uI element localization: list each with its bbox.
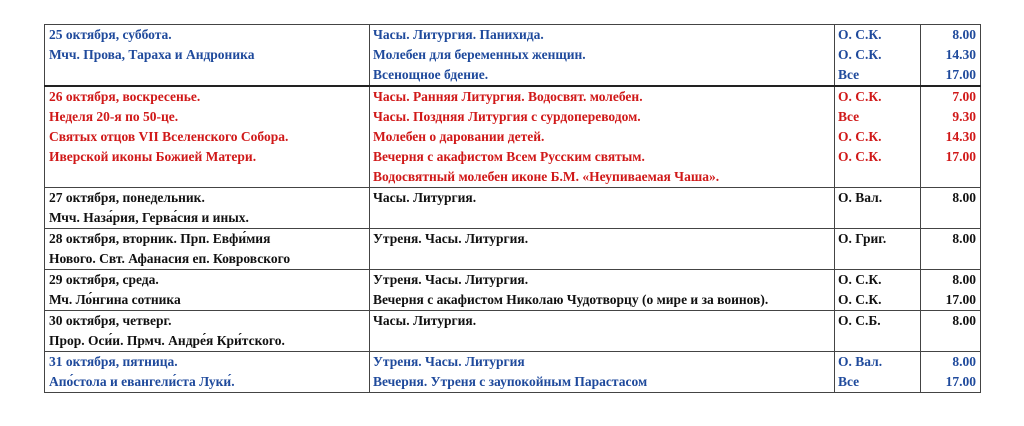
time-cell <box>921 270 981 311</box>
service-time <box>924 167 976 187</box>
service-name: Вечерня с акафистом Всем Русским святым. <box>373 149 645 164</box>
day-commemoration: Мчч. Прова, Тараха и Андроника <box>49 47 255 62</box>
service-name: Часы. Ранняя Литургия. Водосвят. молебен. <box>373 89 643 104</box>
day-row <box>45 86 981 188</box>
service-priest: О. С.К. <box>838 47 882 62</box>
service-name: Утреня. Часы. Литургия <box>373 354 525 369</box>
priest-cell <box>835 188 921 229</box>
day-commemoration: Апо́стола и евангели́ста Луки́. <box>49 374 235 389</box>
day-commemoration: Святых отцов VII Вселенского Собора. <box>49 129 289 144</box>
day-row <box>45 229 981 270</box>
service-cell <box>370 270 835 311</box>
day-cell <box>45 352 370 393</box>
service-priest: О. Вал. <box>838 354 883 369</box>
day-date: 25 октября, суббота. <box>49 27 172 42</box>
day-commemoration: Иверской иконы Божией Матери. <box>49 149 257 164</box>
priest-cell <box>835 352 921 393</box>
priest-cell <box>835 311 921 352</box>
service-name: Вечерня. Утреня с заупокойным Парастасом <box>373 374 648 389</box>
service-priest: О. Вал. <box>838 190 883 205</box>
service-name: Утреня. Часы. Литургия. <box>373 272 529 287</box>
day-row <box>45 311 981 352</box>
schedule-body <box>45 25 981 393</box>
service-priest: О. С.К. <box>838 27 882 42</box>
day-commemoration: Мчч. Наза́рия, Герва́сия и иных. <box>49 210 249 225</box>
day-date: 29 октября, среда. <box>49 272 159 287</box>
service-priest: О. С.Б. <box>838 313 881 328</box>
service-name: Молебен о даровании детей. <box>373 129 545 144</box>
service-time: 17.00 <box>945 292 976 307</box>
service-time: 8.00 <box>952 354 976 369</box>
time-cell <box>921 352 981 393</box>
service-priest: О. Григ. <box>838 231 887 246</box>
day-commemoration: Нового. Свт. Афанасия еп. Ковровского <box>49 251 291 266</box>
service-cell <box>370 311 835 352</box>
day-date: 28 октября, вторник. Прп. Евфи́мия <box>49 231 271 246</box>
service-priest <box>838 167 917 187</box>
service-name: Часы. Поздняя Литургия с сурдопереводом. <box>373 109 641 124</box>
service-name: Вечерня с акафистом Николаю Чудотворцу (о мире и за воинов). <box>373 292 769 307</box>
time-cell <box>921 188 981 229</box>
service-cell <box>370 352 835 393</box>
service-cell <box>370 229 835 270</box>
priest-cell <box>835 270 921 311</box>
service-priest: Все <box>838 109 860 124</box>
service-time: 8.00 <box>952 272 976 287</box>
service-time: 8.00 <box>952 231 976 246</box>
time-cell <box>921 86 981 188</box>
service-time: 8.00 <box>952 313 976 328</box>
service-cell <box>370 188 835 229</box>
service-name: Часы. Литургия. Панихида. <box>373 27 544 42</box>
service-priest: Все <box>838 67 860 82</box>
service-name: Молебен для беременных женщин. <box>373 47 586 62</box>
service-priest: О. С.К. <box>838 129 882 144</box>
service-time: 8.00 <box>952 27 976 42</box>
time-cell <box>921 311 981 352</box>
day-cell <box>45 25 370 87</box>
time-cell <box>921 229 981 270</box>
service-name: Водосвятный молебен иконе Б.М. «Неупиваемая Чаша». <box>373 169 720 184</box>
service-time: 14.30 <box>945 47 976 62</box>
service-name: Утреня. Часы. Литургия. <box>373 231 529 246</box>
service-priest: О. С.К. <box>838 272 882 287</box>
service-name: Часы. Литургия. <box>373 313 477 328</box>
service-time: 17.00 <box>945 67 976 82</box>
priest-cell <box>835 229 921 270</box>
priest-cell <box>835 86 921 188</box>
day-row <box>45 188 981 229</box>
day-date: 26 октября, воскресенье. <box>49 89 201 104</box>
service-time: 8.00 <box>952 190 976 205</box>
service-time: 17.00 <box>945 149 976 164</box>
day-row <box>45 25 981 87</box>
service-time: 17.00 <box>945 374 976 389</box>
schedule-table <box>44 24 981 393</box>
service-cell <box>370 25 835 87</box>
service-time: 14.30 <box>945 129 976 144</box>
day-date: 31 октября, пятница. <box>49 354 178 369</box>
day-cell <box>45 229 370 270</box>
day-commemoration: Прор. Оси́и. Прмч. Андре́я Кри́тского. <box>49 333 285 348</box>
day-date: 30 октября, четверг. <box>49 313 172 328</box>
day-commemoration: Мч. Ло́нгина сотника <box>49 292 181 307</box>
day-cell <box>45 188 370 229</box>
day-commemoration: Неделя 20-я по 50-це. <box>49 109 179 124</box>
service-time: 9.30 <box>952 109 976 124</box>
service-priest: О. С.К. <box>838 292 882 307</box>
time-cell <box>921 25 981 87</box>
service-priest: О. С.К. <box>838 149 882 164</box>
service-priest: О. С.К. <box>838 89 882 104</box>
day-date: 27 октября, понедельник. <box>49 190 205 205</box>
day-cell <box>45 86 370 188</box>
day-row <box>45 270 981 311</box>
service-name: Часы. Литургия. <box>373 190 477 205</box>
priest-cell <box>835 25 921 87</box>
service-name: Всенощное бдение. <box>373 67 489 82</box>
service-priest: Все <box>838 374 860 389</box>
day-row <box>45 352 981 393</box>
day-cell <box>45 270 370 311</box>
day-cell <box>45 311 370 352</box>
service-time: 7.00 <box>952 89 976 104</box>
service-cell <box>370 86 835 188</box>
